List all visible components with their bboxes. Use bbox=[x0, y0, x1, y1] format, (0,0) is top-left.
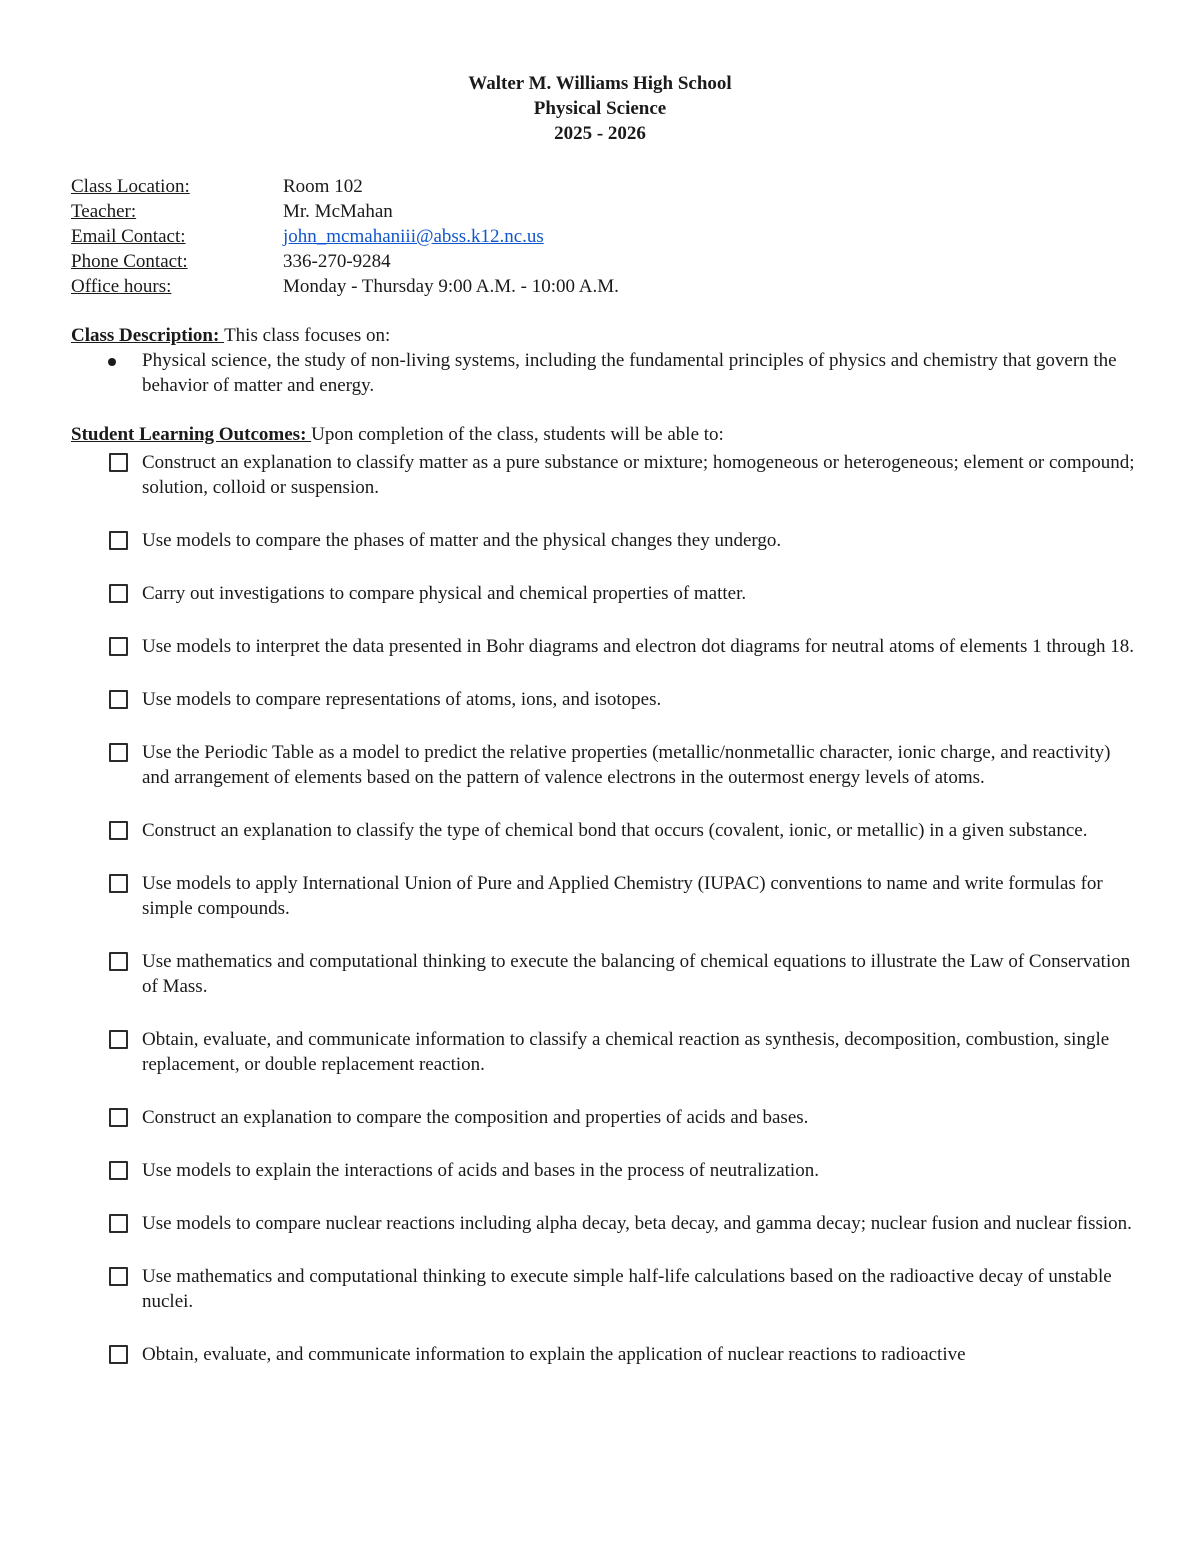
list-item bbox=[71, 634, 1136, 659]
info-row-office-hours bbox=[71, 274, 619, 299]
school-year: 2025 - 2026 bbox=[554, 123, 646, 144]
outcomes-heading bbox=[71, 422, 1136, 447]
checkbox-icon[interactable] bbox=[109, 1030, 128, 1049]
outcome-text: Construct an explanation to compare the composition and properties of acids and bases. bbox=[142, 1107, 809, 1128]
info-row-location bbox=[71, 174, 619, 199]
teacher-label: Teacher: bbox=[71, 201, 137, 222]
phone-label: Phone Contact: bbox=[71, 251, 188, 272]
outcome-text: Construct an explanation to classify the type of chemical bond that occurs (covalent, ionic, or metallic) in a given substance. bbox=[142, 820, 1088, 841]
list-item bbox=[71, 1105, 1136, 1130]
outcome-text: Obtain, evaluate, and communicate information to explain the application of nuclear reactions to radioactive bbox=[142, 1344, 966, 1365]
list-item bbox=[71, 1158, 1136, 1183]
checkbox-icon[interactable] bbox=[109, 531, 128, 550]
outcome-text: Use mathematics and computational thinking to execute the balancing of chemical equations to illustrate the Law of Conservation of Mass. bbox=[142, 951, 1131, 997]
email-label: Email Contact: bbox=[71, 226, 186, 247]
location-label: Class Location: bbox=[71, 176, 190, 197]
list-item bbox=[71, 740, 1136, 790]
outcome-text: Use mathematics and computational thinking to execute simple half-life calculations based on the radioactive decay of unstable nuclei. bbox=[142, 1266, 1112, 1312]
info-row-teacher bbox=[71, 199, 619, 224]
description-label: Class Description: bbox=[71, 325, 225, 346]
checkbox-icon[interactable] bbox=[109, 690, 128, 709]
outcome-text: Use models to compare the phases of matter and the physical changes they undergo. bbox=[142, 530, 782, 551]
bullet-icon bbox=[108, 358, 116, 366]
school-name: Walter M. Williams High School bbox=[468, 73, 732, 94]
location-value: Room 102 bbox=[283, 176, 363, 197]
class-description bbox=[71, 323, 1131, 398]
description-bullets bbox=[71, 348, 1131, 398]
list-item bbox=[71, 348, 1131, 398]
list-item bbox=[71, 1211, 1136, 1236]
list-item bbox=[71, 1264, 1136, 1314]
outcome-text: Use models to compare nuclear reactions including alpha decay, beta decay, and gamma decay; nuclear fusion and nuclear fission. bbox=[142, 1213, 1132, 1234]
checkbox-icon[interactable] bbox=[109, 952, 128, 971]
checkbox-icon[interactable] bbox=[109, 743, 128, 762]
outcome-text: Obtain, evaluate, and communicate information to classify a chemical reaction as synthesis, decomposition, combustion, single replacement, or double replacement reaction. bbox=[142, 1029, 1110, 1075]
outcome-text: Use models to explain the interactions of acids and bases in the process of neutralization. bbox=[142, 1160, 819, 1181]
course-title: Physical Science bbox=[533, 98, 667, 119]
info-row-email bbox=[71, 224, 619, 249]
outcome-text: Use the Periodic Table as a model to predict the relative properties (metallic/nonmetallic character, ionic charge, and reactivity) and arrangement of elements based on the pattern of valence electrons in the outermost energy levels of atoms. bbox=[142, 742, 1111, 788]
list-item bbox=[71, 949, 1136, 999]
list-item bbox=[71, 528, 1136, 553]
checkbox-icon[interactable] bbox=[109, 821, 128, 840]
email-link[interactable]: john_mcmahaniii@abss.k12.nc.us bbox=[283, 226, 544, 247]
description-intro: This class focuses on: bbox=[224, 325, 391, 346]
outcomes-intro: Upon completion of the class, students will be able to: bbox=[311, 424, 724, 445]
list-item bbox=[71, 1342, 1136, 1367]
checkbox-icon[interactable] bbox=[109, 1108, 128, 1127]
list-item bbox=[71, 818, 1136, 843]
list-item bbox=[71, 1027, 1136, 1077]
list-item bbox=[71, 687, 1136, 712]
info-row-phone bbox=[71, 249, 619, 274]
checkbox-icon[interactable] bbox=[109, 1267, 128, 1286]
outcome-text: Construct an explanation to classify matter as a pure substance or mixture; homogeneous or heterogeneous; element or compound; solution, colloid or suspension. bbox=[142, 452, 1135, 498]
list-item bbox=[71, 871, 1136, 921]
outcome-text: Carry out investigations to compare physical and chemical properties of matter. bbox=[142, 583, 747, 604]
checkbox-icon[interactable] bbox=[109, 1214, 128, 1233]
document-header bbox=[0, 71, 1200, 146]
outcome-text: Use models to interpret the data presented in Bohr diagrams and electron dot diagrams for neutral atoms of elements 1 through 18. bbox=[142, 636, 1134, 657]
outcome-text: Use models to apply International Union of Pure and Applied Chemistry (IUPAC) conventions to name and write formulas for simple compounds. bbox=[142, 873, 1103, 919]
checkbox-icon[interactable] bbox=[109, 453, 128, 472]
checkbox-icon[interactable] bbox=[109, 874, 128, 893]
office-hours-value: Monday - Thursday 9:00 A.M. - 10:00 A.M. bbox=[283, 276, 619, 297]
outcome-text: Use models to compare representations of atoms, ions, and isotopes. bbox=[142, 689, 662, 710]
list-item bbox=[71, 450, 1136, 500]
description-heading bbox=[71, 323, 1131, 348]
checkbox-icon[interactable] bbox=[109, 1345, 128, 1364]
bullet-text: Physical science, the study of non-living systems, including the fundamental principles of physics and chemistry that govern the behavior of matter and energy. bbox=[142, 350, 1117, 396]
office-hours-label: Office hours: bbox=[71, 276, 172, 297]
teacher-value: Mr. McMahan bbox=[283, 201, 393, 222]
phone-value: 336-270-9284 bbox=[283, 251, 391, 272]
outcomes-label: Student Learning Outcomes: bbox=[71, 424, 312, 445]
checkbox-icon[interactable] bbox=[109, 1161, 128, 1180]
list-item bbox=[71, 581, 1136, 606]
learning-outcomes bbox=[71, 422, 1136, 1395]
checkbox-icon[interactable] bbox=[109, 584, 128, 603]
class-info bbox=[71, 174, 619, 299]
checkbox-icon[interactable] bbox=[109, 637, 128, 656]
outcome-checklist bbox=[71, 450, 1136, 1367]
